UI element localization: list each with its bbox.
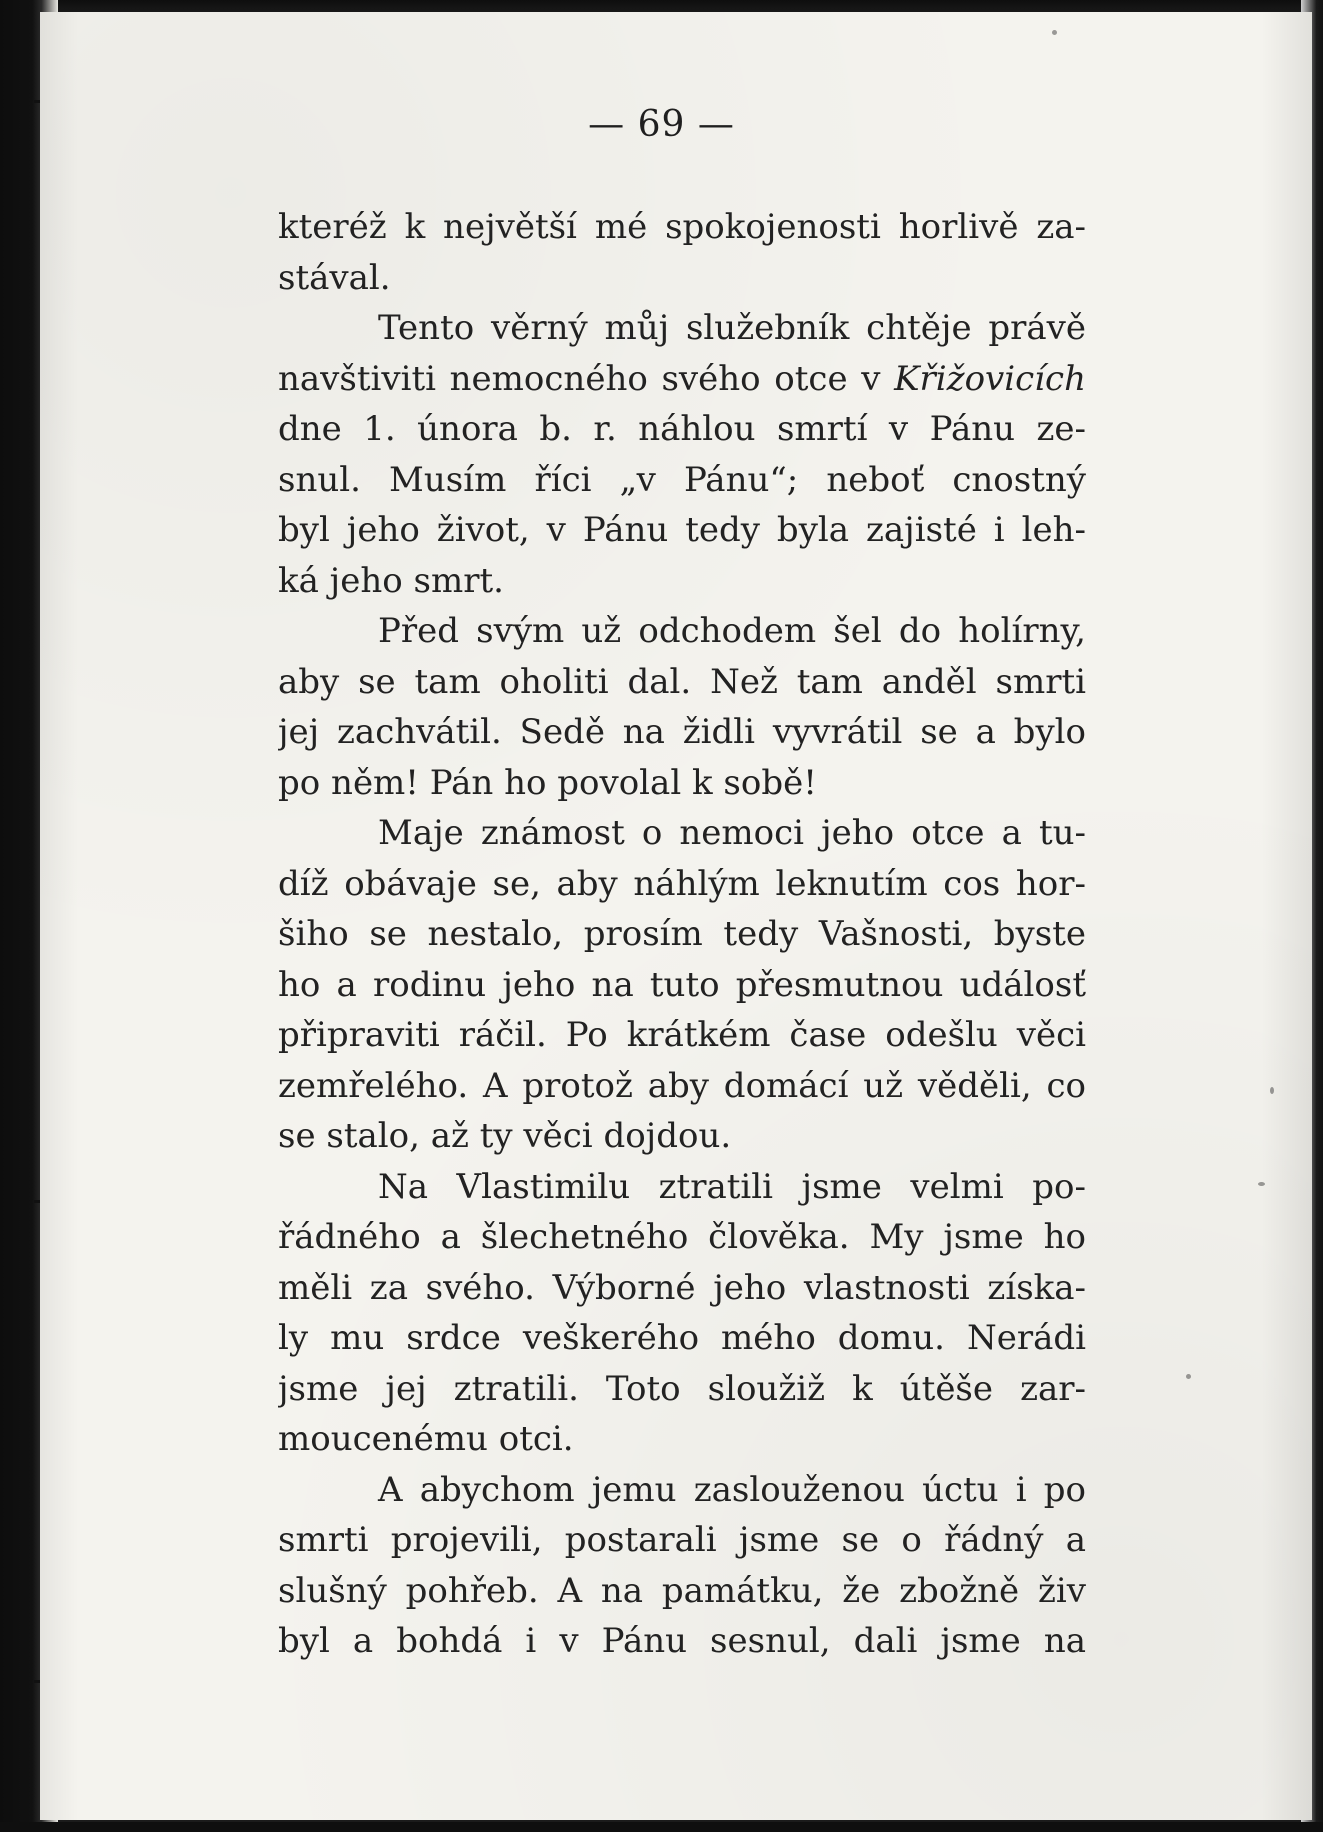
text-line: připraviti ráčil. Po krátkém čase odešlu věci: [278, 1015, 1086, 1055]
text-line: slušný pohřeb. A na památku, že zbožně živ: [278, 1570, 1086, 1611]
paper-speck: [1186, 1374, 1191, 1379]
text-line: dne 1. února b. r. náhlou smrtí v Pánu ze-: [278, 409, 1086, 449]
paper-speck: [1270, 1087, 1274, 1094]
text-line: se stalo, až ty věci dojdou.: [278, 1116, 732, 1156]
text-line: jsme jej ztratili. Toto sloužiž k útěše zar-: [278, 1368, 1086, 1409]
page-number: — 69 —: [588, 104, 735, 145]
text-line: snul. Musím říci „v Pánu“; neboť cnostný: [278, 459, 1086, 500]
text-line: ly mu srdce veškerého mého domu. Nerádi: [278, 1318, 1086, 1358]
text-line: ká jeho smrt.: [278, 560, 504, 601]
text-line: Maje známost o nemoci jeho otce a tu-: [378, 813, 1086, 853]
text-line: aby se tam oholiti dal. Než tam anděl smrti: [278, 661, 1086, 702]
text-line: šiho se nestalo, prosím tedy Vašnosti, byste: [278, 914, 1086, 954]
text-line: řádného a šlechetného člověka. My jsme ho: [278, 1217, 1086, 1257]
text-line: Tento věrný můj služebník chtěje právě: [378, 308, 1086, 348]
text-line: byl jeho život, v Pánu tedy byla zajisté i leh-: [278, 510, 1086, 550]
text-line: kteréž k největší mé spokojenosti horlivě za-: [278, 207, 1086, 247]
paper-speck: [1052, 30, 1057, 35]
text-line: moucenému otci.: [278, 1419, 574, 1459]
scan-bottom-edge: [0, 1822, 1323, 1832]
text-segment: navštiviti nemocného svého otce v: [278, 358, 895, 399]
text-line: jej zachvátil. Sedě na židli vyvrátil se a bylo: [278, 712, 1086, 752]
text-line: Na Vlastimilu ztratili jsme velmi po-: [378, 1166, 1086, 1207]
text-line: zemřelého. A protož aby domácí už věděli, co: [278, 1065, 1086, 1106]
text-line: [278, 354, 1086, 405]
text-line: po něm! Pán ho povolal k sobě!: [278, 762, 817, 803]
paper-speck: [1258, 1182, 1265, 1186]
text-line: stával.: [278, 257, 391, 298]
text-line: byl a bohdá i v Pánu sesnul, dali jsme na: [278, 1621, 1086, 1661]
text-line: Před svým už odchodem šel do holírny,: [378, 611, 1086, 651]
text-line: smrti projevili, postarali jsme se o řádný a: [278, 1520, 1086, 1560]
place-name: Křižovicích: [894, 358, 1086, 399]
text-line: měli za svého. Výborné jeho vlastnosti získa-: [278, 1267, 1086, 1308]
body-text: [278, 202, 1086, 1667]
text-line: díž obávaje se, aby náhlým leknutím cos hor-: [278, 863, 1086, 904]
text-line: A abychom jemu zaslouženou úctu i po: [378, 1469, 1086, 1510]
text-line: ho a rodinu jeho na tuto přesmutnou událosť: [278, 964, 1086, 1005]
